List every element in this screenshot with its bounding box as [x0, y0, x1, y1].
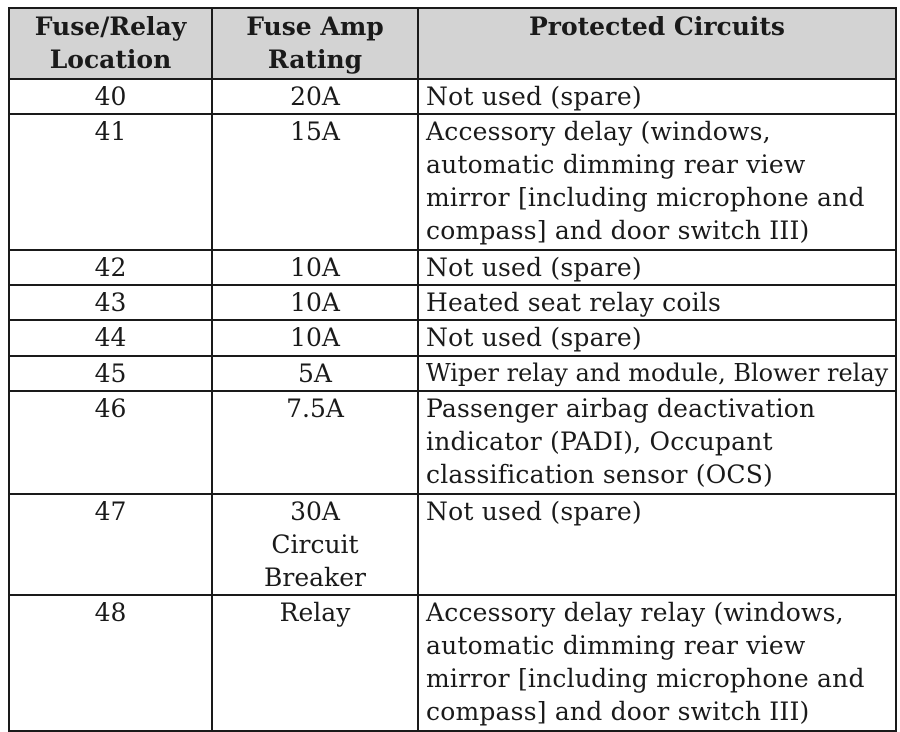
cell-circuits: Not used (spare): [418, 79, 896, 114]
cell-circuits: Accessory delay relay (windows, automatic dimming rear view mirror [including microphone and compass] and door switch III): [418, 595, 896, 731]
cell-location: 42: [9, 250, 212, 285]
cell-location: 47: [9, 494, 212, 595]
header-amp-rating: [212, 8, 418, 79]
cell-circuits: Not used (spare): [418, 320, 896, 356]
cell-circuits: Accessory delay (windows, automatic dimming rear view mirror [including microphone and compass] and door switch III): [418, 114, 896, 250]
header-location-line2: Location: [49, 45, 172, 74]
cell-rating: 10A: [212, 320, 418, 356]
table-row: [9, 356, 896, 391]
cell-location: 40: [9, 79, 212, 114]
fuse-relay-table: [8, 7, 897, 732]
cell-location: 45: [9, 356, 212, 391]
cell-rating: 30A Circuit Breaker: [212, 494, 418, 595]
cell-rating: 10A: [212, 285, 418, 320]
cell-location: 43: [9, 285, 212, 320]
table-row: [9, 285, 896, 320]
cell-location: 41: [9, 114, 212, 250]
table-row: [9, 595, 896, 731]
cell-circuits: Not used (spare): [418, 494, 896, 595]
cell-rating: 20A: [212, 79, 418, 114]
cell-location: 48: [9, 595, 212, 731]
header-amp-line2: Rating: [267, 45, 363, 74]
table-row: [9, 391, 896, 494]
header-row: [9, 8, 896, 79]
cell-rating: 10A: [212, 250, 418, 285]
table-row: [9, 494, 896, 595]
header-location: [9, 8, 212, 79]
header-location-line1: Fuse/Relay: [34, 12, 187, 41]
cell-rating: 7.5A: [212, 391, 418, 494]
table-row: [9, 320, 896, 356]
table-row: [9, 250, 896, 285]
table-row: [9, 114, 896, 250]
cell-location: 44: [9, 320, 212, 356]
cell-circuits: Passenger airbag deactivation indicator (PADI), Occupant classification sensor (OCS): [418, 391, 896, 494]
cell-circuits: Heated seat relay coils: [418, 285, 896, 320]
cell-location: 46: [9, 391, 212, 494]
cell-rating: Relay: [212, 595, 418, 731]
cell-rating: 15A: [212, 114, 418, 250]
header-circuits-label: Protected Circuits: [528, 12, 786, 41]
header-protected-circuits: [418, 8, 896, 79]
cell-circuits: Wiper relay and module, Blower relay: [418, 356, 896, 391]
cell-circuits: Not used (spare): [418, 250, 896, 285]
table-row: [9, 79, 896, 114]
header-amp-line1: Fuse Amp: [246, 12, 384, 41]
cell-rating: 5A: [212, 356, 418, 391]
